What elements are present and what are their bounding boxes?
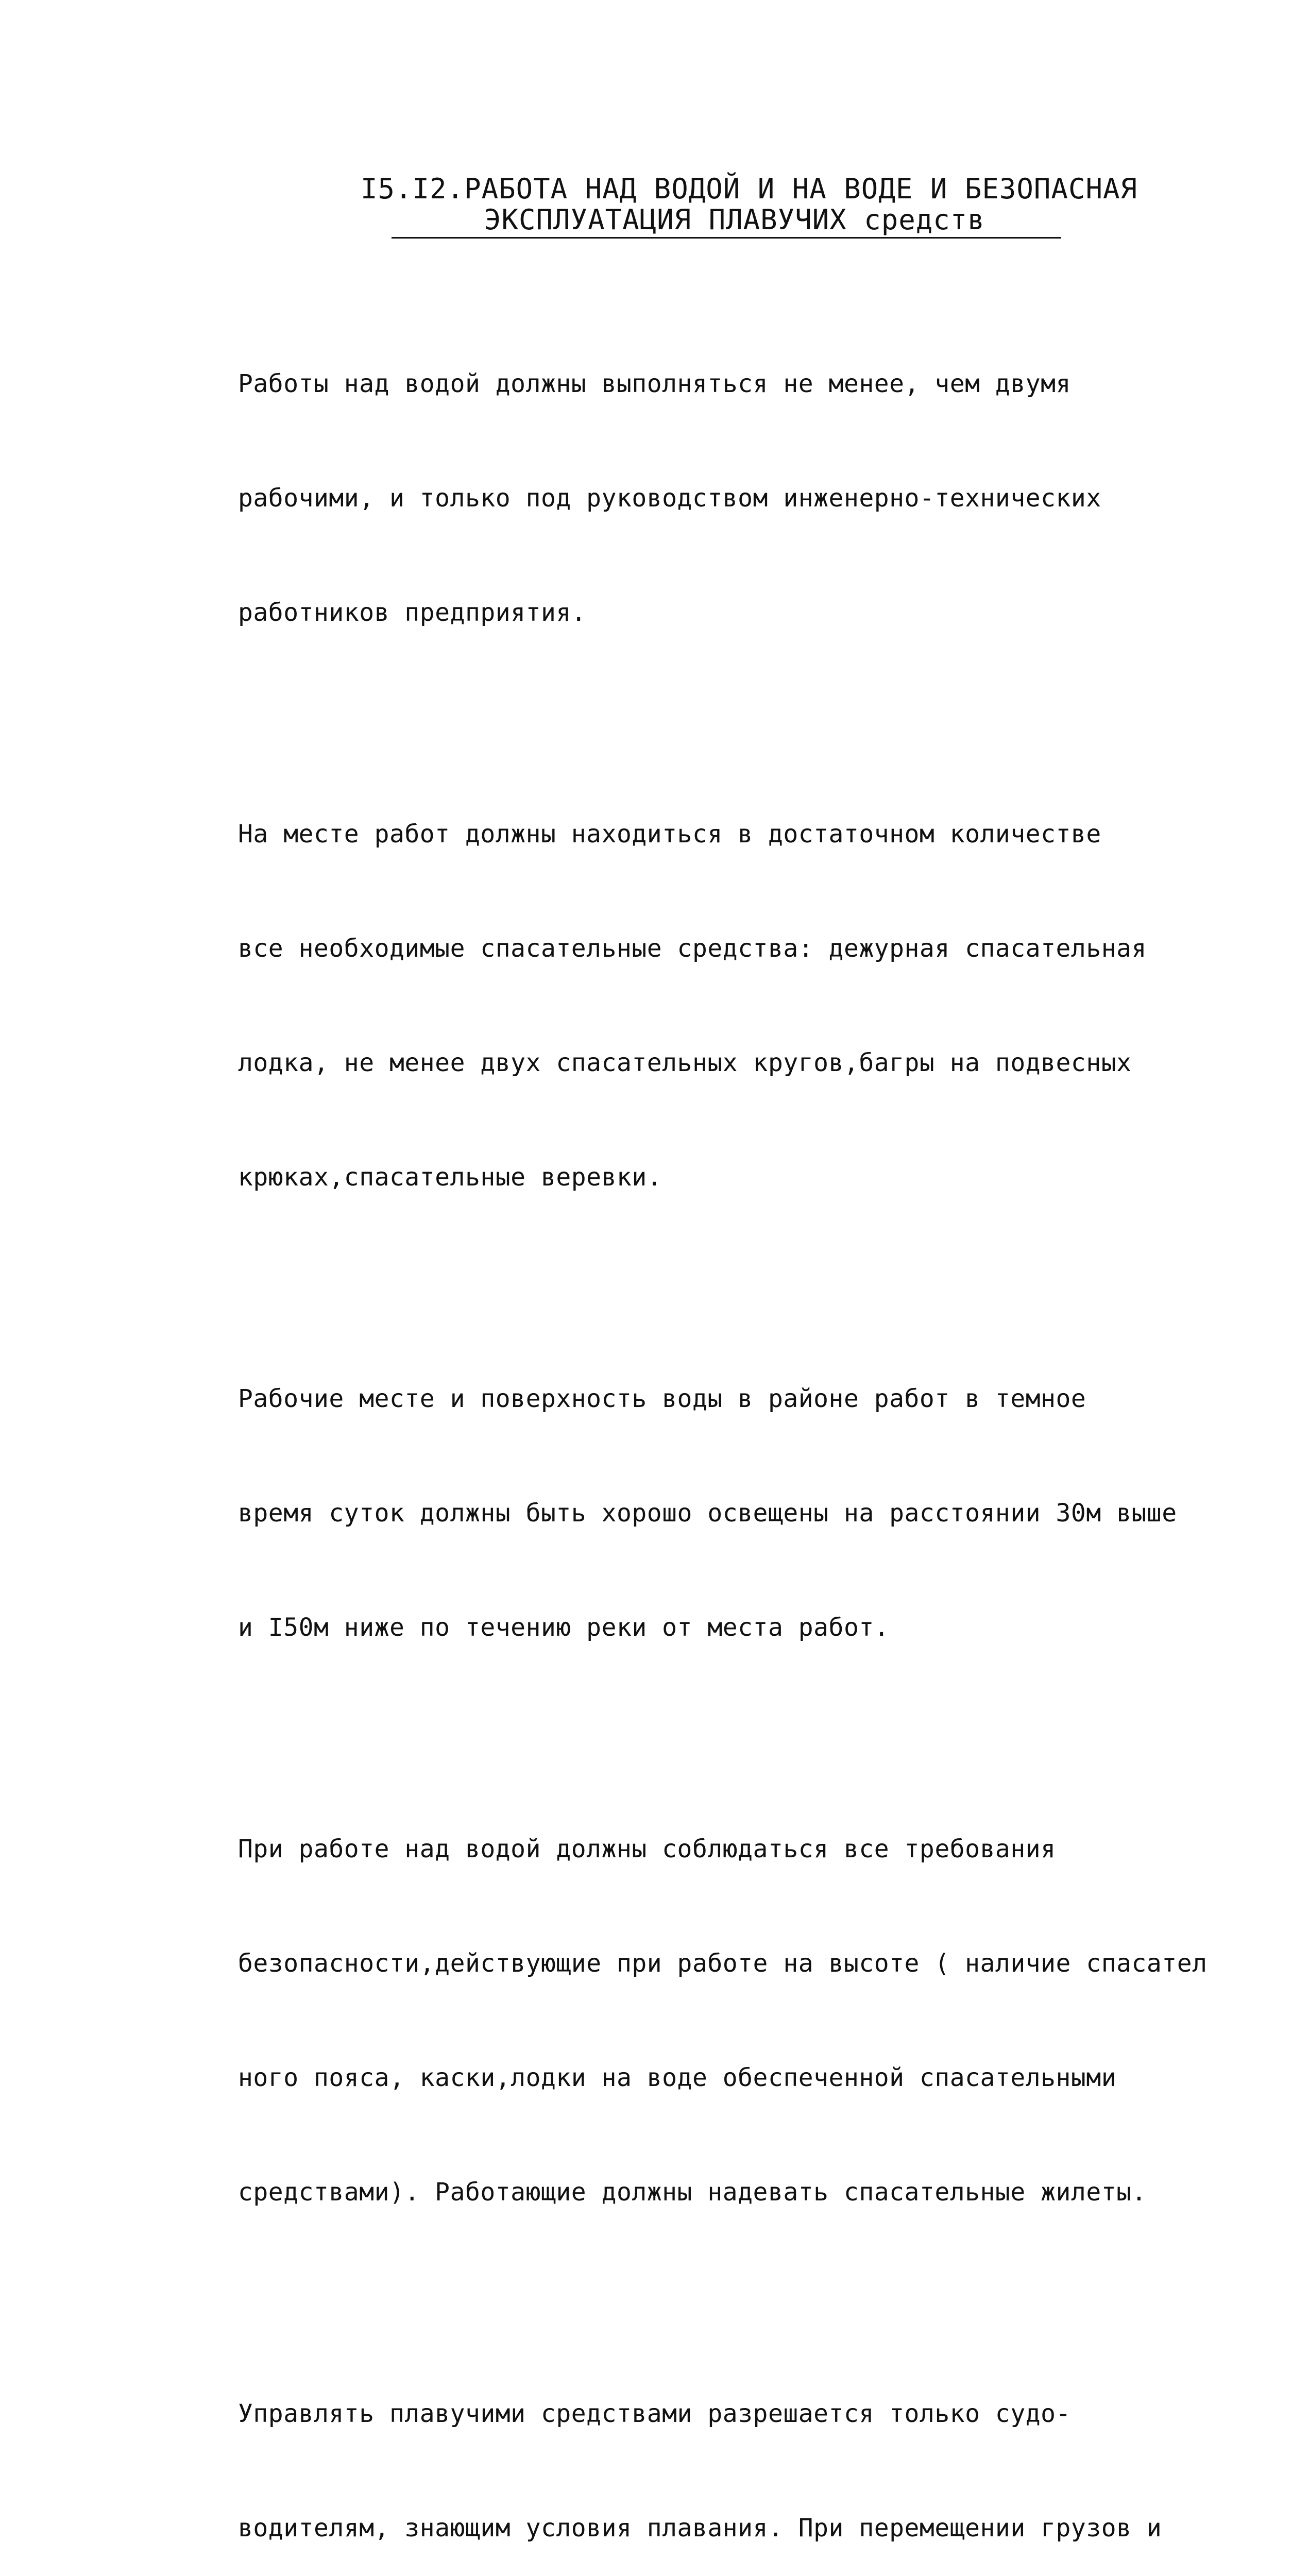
paragraph-line: При работе над водой должны соблюдаться все требования [238, 1835, 1056, 1863]
paragraph-line: ного пояса, каски,лодки на воде обеспеченной спасательными [238, 2063, 1117, 2092]
heading-line-1: I5.I2.РАБОТА НАД ВОДОЙ И НА ВОДЕ И БЕЗОПАСНАЯ [361, 173, 1137, 205]
paragraph-5 [238, 2318, 1258, 2576]
paragraph-3 [238, 1303, 1258, 1723]
paragraph-1 [238, 289, 1258, 708]
paragraph-2 [238, 739, 1258, 1273]
paragraph-line: время суток должны быть хорошо освещены на расстоянии 30м выше [238, 1499, 1177, 1528]
paragraph-line: и I50м ниже по течению реки от места работ. [238, 1613, 890, 1642]
paragraph-line: крюках,спасательные веревки. [238, 1163, 662, 1192]
paragraph-line: рабочими, и только под руководством инженерно-технических [238, 484, 1101, 513]
heading-line-2: ЭКСПЛУАТАЦИЯ ПЛАВУЧИХ средств [484, 204, 985, 236]
body-text [238, 289, 1258, 2576]
paragraph-line: Управлять плавучими средствами разрешается только судо- [238, 2399, 1071, 2428]
paragraph-4 [238, 1754, 1258, 2287]
paragraph-line: все необходимые спасательные средства: дежурная спасательная [238, 934, 1147, 963]
heading-underline [392, 237, 1061, 239]
paragraph-line: водителям, знающим условия плавания. При перемещении грузов и [238, 2514, 1162, 2543]
paragraph-line: работников предприятия. [238, 598, 587, 627]
paragraph-line: Работы над водой должны выполняться не менее, чем двумя [238, 369, 1071, 398]
paragraph-line: лодка, не менее двух спасательных кругов,багры на подвесных [238, 1048, 1132, 1077]
paragraph-line: безопасности,действующие при работе на высоте ( наличие спасател [238, 1949, 1208, 1978]
paragraph-line: На месте работ должны находиться в достаточном количестве [238, 820, 1101, 849]
paragraph-line: средствами). Работающие должны надевать спасательные жилеты. [238, 2178, 1147, 2207]
paragraph-line: Рабочие месте и поверхность воды в районе работ в темное [238, 1384, 1086, 1413]
